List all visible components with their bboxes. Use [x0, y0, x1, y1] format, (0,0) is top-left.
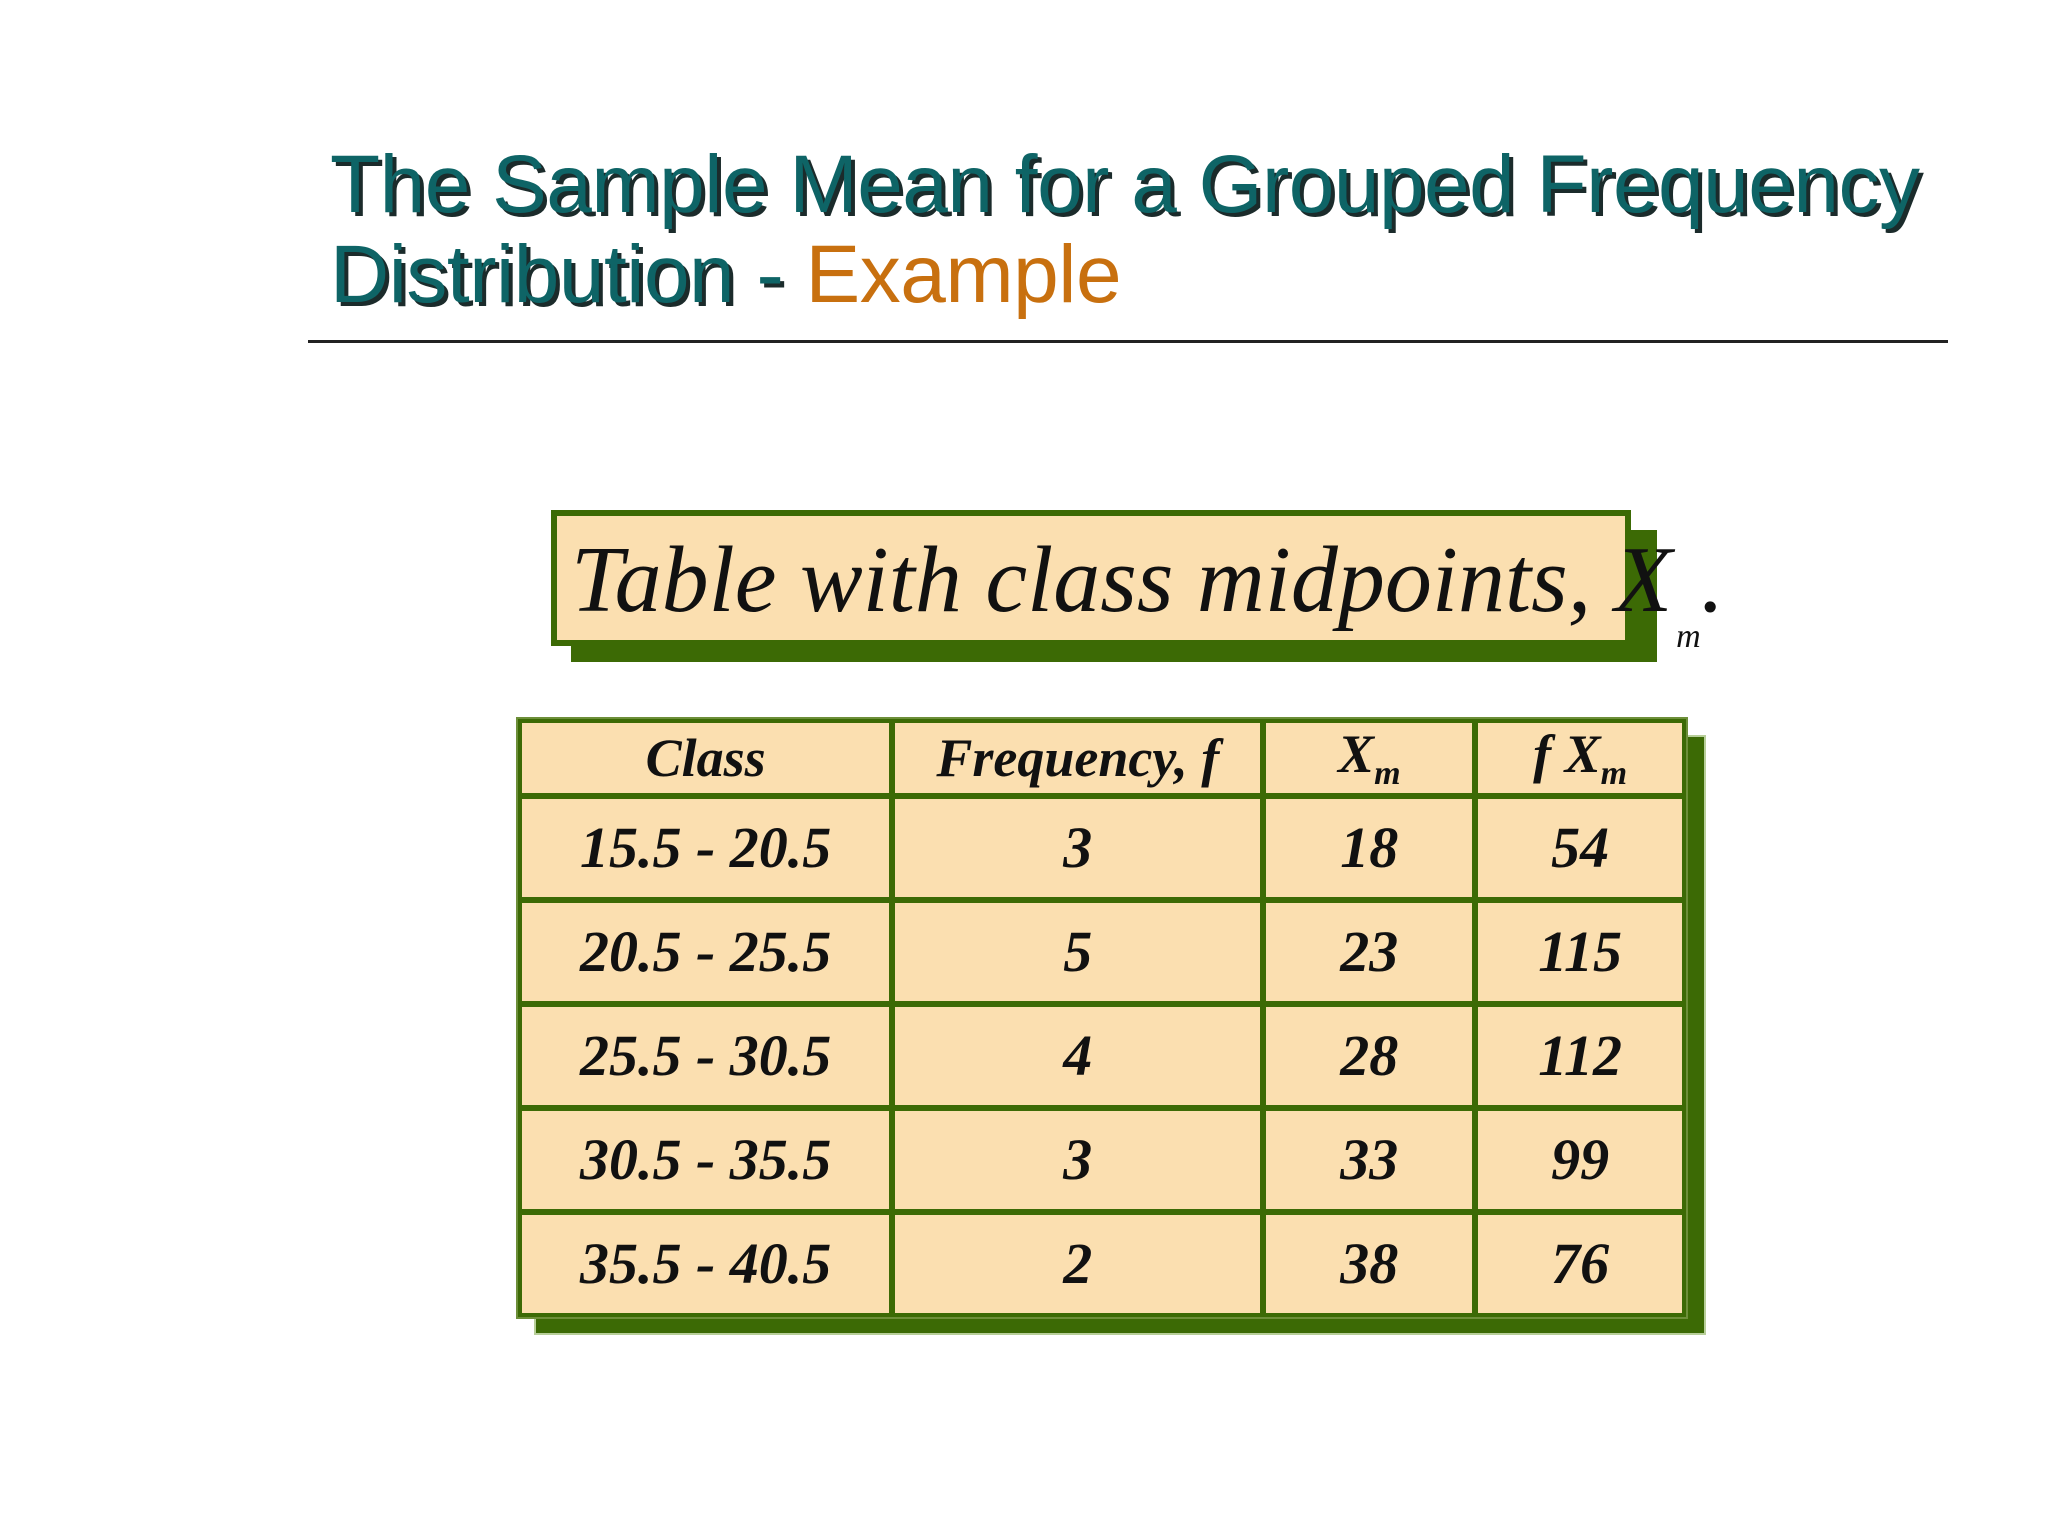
title-accent: Example — [805, 229, 1122, 320]
header-class: Class — [522, 723, 889, 793]
caption-subscript: m — [1676, 618, 1701, 655]
header-product-base: f X — [1533, 724, 1601, 784]
header-midpoint-sub: m — [1374, 754, 1401, 792]
title-main: The Sample Mean for a Grouped Frequency Distribution - — [330, 139, 1920, 320]
cell-frequency: 5 — [895, 903, 1260, 1001]
cell-class: 35.5 - 40.5 — [522, 1215, 889, 1313]
title-divider — [308, 340, 1948, 343]
slide-title — [330, 140, 1970, 320]
header-product-sub: m — [1600, 754, 1628, 792]
header-midpoint — [1266, 723, 1472, 793]
cell-midpoint: 38 — [1266, 1215, 1472, 1313]
cell-class: 25.5 - 30.5 — [522, 1007, 889, 1105]
table-row — [522, 1111, 1682, 1209]
cell-midpoint: 28 — [1266, 1007, 1472, 1105]
caption-text: Table with class midpoints, X — [571, 528, 1673, 632]
cell-product: 115 — [1478, 903, 1682, 1001]
cell-class: 20.5 - 25.5 — [522, 903, 889, 1001]
header-frequency: Frequency, f — [895, 723, 1260, 793]
table-row — [522, 903, 1682, 1001]
cell-midpoint: 18 — [1266, 799, 1472, 897]
cell-product: 54 — [1478, 799, 1682, 897]
cell-midpoint: 23 — [1266, 903, 1472, 1001]
caption — [551, 510, 1725, 655]
cell-class: 15.5 - 20.5 — [522, 799, 889, 897]
cell-product: 76 — [1478, 1215, 1682, 1313]
caption-box — [551, 510, 1725, 655]
header-product — [1478, 723, 1682, 793]
table-grid — [516, 717, 1688, 1319]
cell-class: 30.5 - 35.5 — [522, 1111, 889, 1209]
cell-frequency: 2 — [895, 1215, 1260, 1313]
header-midpoint-base: X — [1338, 724, 1375, 784]
table-row — [522, 1007, 1682, 1105]
cell-frequency: 3 — [895, 799, 1260, 897]
frequency-table — [516, 717, 1706, 1337]
table-header-row — [522, 723, 1682, 793]
caption-end: . — [1700, 528, 1725, 632]
cell-product: 112 — [1478, 1007, 1682, 1105]
cell-midpoint: 33 — [1266, 1111, 1472, 1209]
table-row — [522, 1215, 1682, 1313]
cell-product: 99 — [1478, 1111, 1682, 1209]
cell-frequency: 3 — [895, 1111, 1260, 1209]
cell-frequency: 4 — [895, 1007, 1260, 1105]
table-row — [522, 799, 1682, 897]
